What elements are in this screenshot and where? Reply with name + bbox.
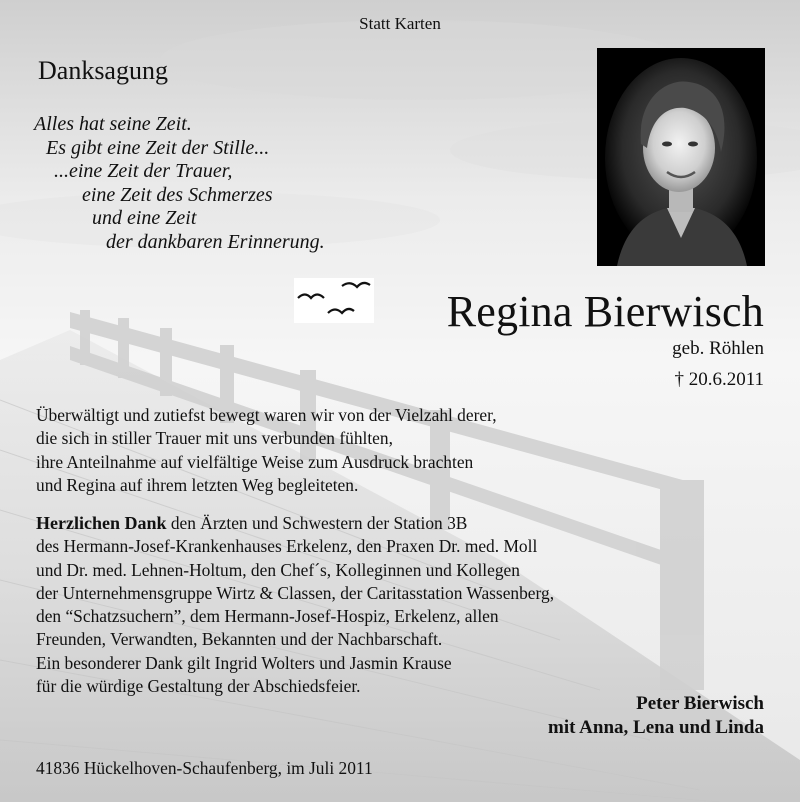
page-title: Danksagung [38, 56, 168, 85]
paragraph-line: Überwältigt und zutiefst bewegt waren wir von der Vielzahl derer, [36, 405, 497, 425]
paragraph-line: für die würdige Gestaltung der Abschiedsfeier. [36, 676, 361, 697]
paragraph-text: den Ärzten und Schwestern der Station 3B [166, 513, 468, 533]
paragraph-line: den “Schatzsuchern”, dem Hermann-Josef-Hospiz, Erkelenz, allen [36, 606, 499, 627]
acknowledgement-paragraph [36, 512, 554, 698]
paragraph-line [36, 512, 554, 535]
paragraph-line: die sich in stiller Trauer mit uns verbunden fühlten, [36, 428, 393, 449]
signature-line-2: mit Anna, Lena und Linda [548, 717, 764, 738]
poem-line: Es gibt eine Zeit der Stille... [46, 136, 270, 159]
death-date: † 20.6.2011 [674, 369, 764, 390]
portrait-photo [597, 48, 765, 266]
poem-line: eine Zeit des Schmerzes [82, 183, 273, 206]
place-and-date: 41836 Hückelhoven-Schaufenberg, im Juli 2011 [36, 758, 373, 778]
paragraph-line: Freunden, Verwandten, Bekannten und der Nachbarschaft. [36, 629, 443, 650]
paragraph-line: des Hermann-Josef-Krankenhauses Erkelenz, den Praxen Dr. med. Moll [36, 536, 538, 557]
paragraph-line: und Dr. med. Lehnen-Holtum, den Chef´s, Kolleginnen und Kollegen [36, 559, 520, 580]
poem-line: und eine Zeit [92, 207, 197, 230]
paragraph-line: Ein besonderer Dank gilt Ingrid Wolters und Jasmin Krause [36, 652, 452, 673]
paragraph-line: der Unternehmensgruppe Wirtz & Classen, der Caritasstation Wassenberg, [36, 582, 555, 603]
poem-line: der dankbaren Erinnerung. [106, 230, 325, 253]
paragraph-line: ihre Anteilnahme auf vielfältige Weise zum Ausdruck brachten [36, 451, 474, 472]
poem-line: ...eine Zeit der Trauer, [54, 160, 233, 183]
poem [34, 113, 325, 255]
signature [548, 692, 764, 740]
herzlichen-dank-heading: Herzlichen Dank [36, 513, 167, 533]
birds-icon [294, 278, 374, 323]
paragraph-line: und Regina auf ihrem letzten Weg begleiteten. [36, 474, 359, 495]
deceased-name: Regina Bierwisch [446, 287, 764, 336]
statt-karten-header: Statt Karten [359, 14, 441, 33]
poem-line: Alles hat seine Zeit. [34, 113, 192, 135]
signature-line-1: Peter Bierwisch [636, 693, 764, 714]
thanks-paragraph [36, 404, 497, 497]
birth-name: geb. Röhlen [672, 338, 764, 359]
